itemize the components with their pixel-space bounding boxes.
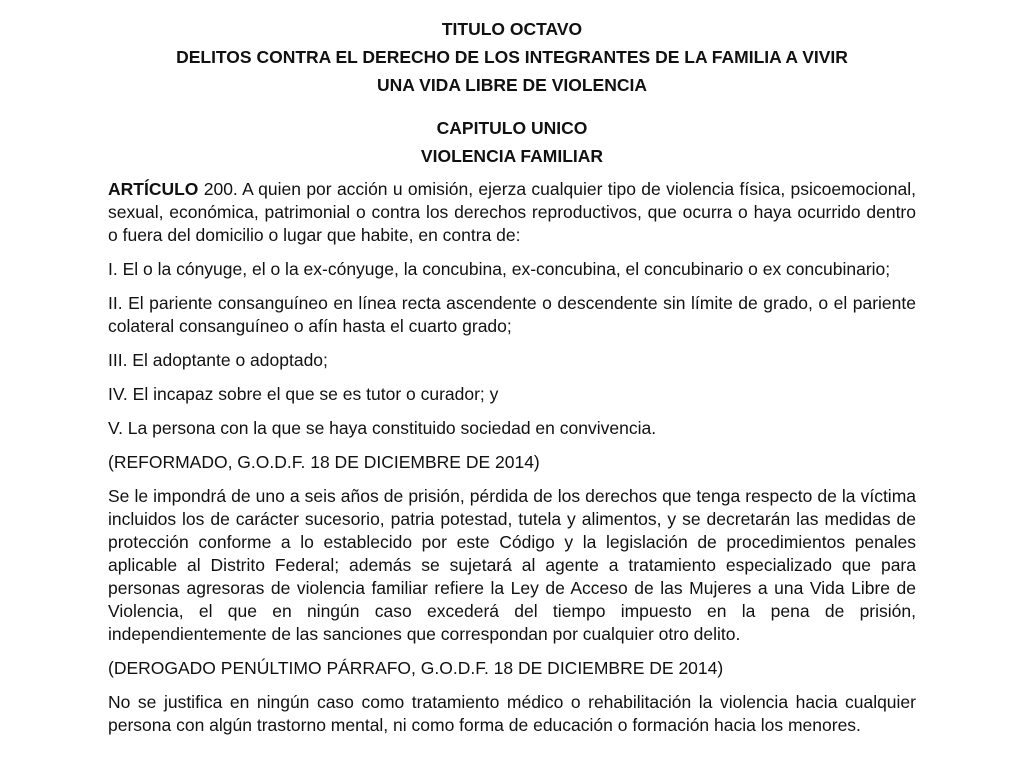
reform-note: (REFORMADO, G.O.D.F. 18 DE DICIEMBRE DE 2014) [108, 452, 540, 472]
fraction-v: V. La persona con la que se haya constituido sociedad en convivencia. [108, 418, 657, 438]
title-line-1: TITULO OCTAVO [441, 19, 583, 39]
article-body-text: 200. A quien por acción u omisión, ejerza cualquier tipo de violencia física, psicoemocional, sexual, económica, patrimonial o contra los derechos reproductivos, que ocurra o haya ocurrido dentro o fuera del domicilio o lugar que habite, en contra de: [108, 179, 916, 245]
chapter-heading [108, 114, 916, 170]
derogation-note: (DEROGADO PENÚLTIMO PÁRRAFO, G.O.D.F. 18 DE DICIEMBRE DE 2014) [108, 658, 724, 678]
chapter-line-1: CAPITULO UNICO [436, 118, 588, 138]
fraction-ii: II. El pariente consanguíneo en línea recta ascendente o descendente sin límite de grado, o el pariente colateral consanguíneo o afín hasta el cuarto grado; [108, 293, 916, 336]
article-paragraph [108, 178, 916, 247]
title-line-3: UNA VIDA LIBRE DE VIOLENCIA [377, 75, 647, 95]
fraction-iv: IV. El incapaz sobre el que se es tutor o curador; y [108, 384, 499, 404]
chapter-line-2: VIOLENCIA FAMILIAR [420, 146, 604, 166]
penalty-paragraph: Se le impondrá de uno a seis años de prisión, pérdida de los derechos que tenga respecto de la víctima incluidos los de carácter sucesorio, patria potestad, tutela y alimentos, y se decretarán las medidas de protección conforme a lo establecido por este Código y la legislación de procedimientos penales aplicable al Distrito Federal; además se sujetará al agente a tratamiento especializado que para personas agresoras de violencia familiar refiere la Ley de Acceso de las Mujeres a una Vida Libre de Violencia, el que en ningún caso excederá del tiempo impuesto en la pena de prisión, independientemente de las sanciones que correspondan por cualquier otro delito. [108, 486, 916, 644]
title-heading [108, 15, 916, 99]
final-paragraph: No se justifica en ningún caso como tratamiento médico o rehabilitación la violencia hacia cualquier persona con algún trastorno mental, ni como forma de educación o formación hacia los menores. [108, 692, 916, 735]
fraction-i: I. El o la cónyuge, el o la ex-cónyuge, la concubina, ex-concubina, el concubinario o ex concubinario; [108, 259, 891, 279]
fraction-iii: III. El adoptante o adoptado; [108, 350, 328, 370]
article-label: ARTÍCULO [108, 179, 199, 199]
title-line-2: DELITOS CONTRA EL DERECHO DE LOS INTEGRANTES DE LA FAMILIA A VIVIR [176, 47, 848, 67]
